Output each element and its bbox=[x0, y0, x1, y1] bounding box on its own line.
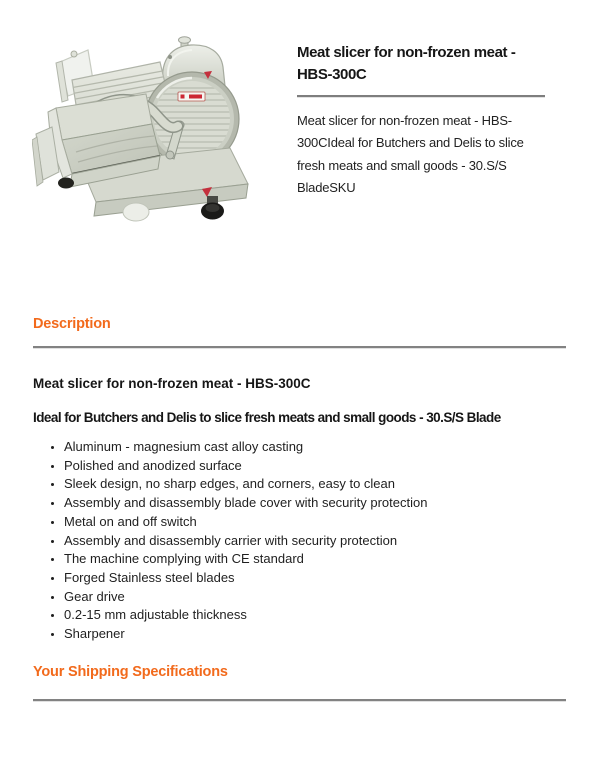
summary-line: Meat slicer for non-frozen meat - HBS- bbox=[297, 113, 512, 128]
section-divider-bottom bbox=[33, 699, 566, 701]
summary-line: 300CIdeal for Butchers and Delis to slice bbox=[297, 135, 524, 151]
feature-item: • The machine complying with CE standard bbox=[64, 550, 553, 569]
page-title bbox=[297, 42, 549, 86]
feature-item: • Metal on and off switch bbox=[64, 513, 553, 532]
title-divider bbox=[297, 95, 545, 97]
shipping-section-heading: Your Shipping Specifications bbox=[33, 664, 228, 680]
feature-item: • Assembly and disassembly carrier with security protection bbox=[64, 532, 553, 551]
feature-item: • Aluminum - magnesium cast alloy casting bbox=[64, 438, 553, 457]
product-info-column bbox=[297, 42, 549, 200]
summary-line: fresh meats and small goods - 30.S/S bbox=[297, 157, 507, 173]
summary-line: BladeSKU bbox=[297, 180, 356, 196]
blade-brand-label bbox=[178, 92, 205, 101]
feature-item: • Assembly and disassembly blade cover with security protection bbox=[64, 494, 553, 513]
description-section-heading: Description bbox=[33, 316, 111, 332]
page-title-line2: HBS-300C bbox=[297, 66, 367, 83]
feature-item: • Forged Stainless steel blades bbox=[64, 569, 553, 588]
section-divider-top bbox=[33, 346, 566, 348]
page-title-line1: Meat slicer for non-frozen meat - bbox=[297, 44, 516, 61]
feature-bullet-list bbox=[33, 438, 553, 644]
feature-item: • Polished and anodized surface bbox=[64, 457, 553, 476]
product-summary bbox=[297, 110, 549, 200]
subheading-model: Meat slicer for non-frozen meat - HBS-300C bbox=[33, 376, 311, 391]
feature-item: • 0.2-15 mm adjustable thickness bbox=[64, 606, 553, 625]
product-image bbox=[32, 36, 270, 232]
feature-item: • Sharpener bbox=[64, 625, 553, 644]
feature-item: • Sleek design, no sharp edges, and corners, easy to clean bbox=[64, 475, 553, 494]
subheading-ideal: Ideal for Butchers and Delis to slice fresh meats and small goods - 30.S/S Blade bbox=[33, 410, 501, 425]
feature-item: • Gear drive bbox=[64, 588, 553, 607]
